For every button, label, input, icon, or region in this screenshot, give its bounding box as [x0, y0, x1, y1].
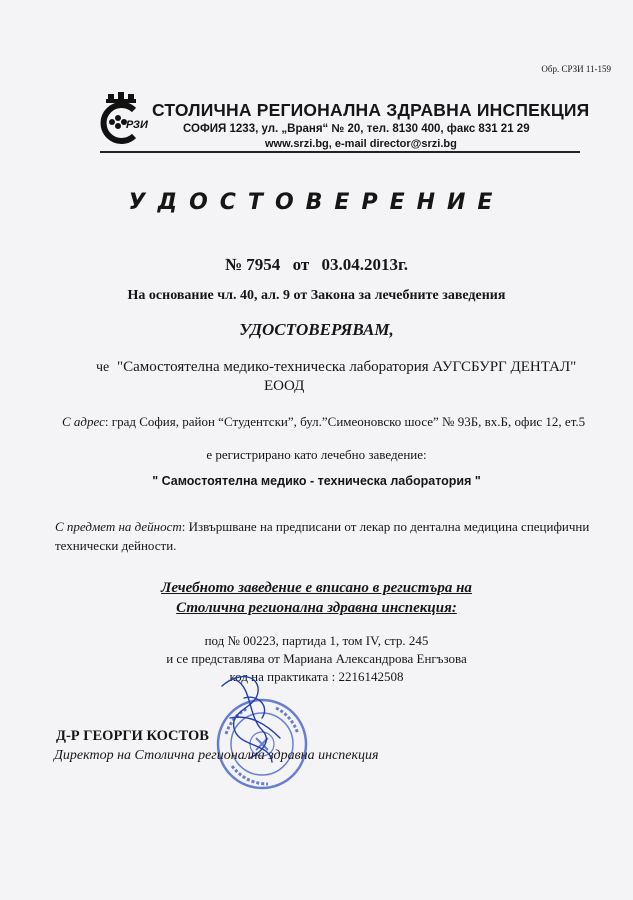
- from-word: от: [292, 255, 310, 274]
- subject-label: С предмет на дейност: [55, 519, 182, 534]
- registered-as: е регистрирано като лечебно заведение:: [206, 447, 427, 462]
- org-address: СОФИЯ 1233, ул. „Враня“ № 20, тел. 8130 400, факс 831 21 29: [183, 123, 530, 135]
- certify-heading: УДОСТОВЕРЯВАМ,: [239, 320, 394, 339]
- form-code: Обр. СРЗИ 11-159: [541, 64, 611, 74]
- register-statement-line2: Столична регионална здравна инспекция:: [176, 600, 457, 616]
- legal-basis: На основание чл. 40, ал. 9 от Закона за лечебните заведения: [127, 288, 506, 303]
- certificate-date: 03.04.2013г.: [321, 255, 409, 274]
- lab-legal-form: ЕООД: [264, 378, 305, 394]
- rzi-logo-icon: [94, 92, 148, 144]
- address-label: С адрес: [62, 414, 105, 429]
- lab-type: " Самостоятелна медико - техническа лаборатория ": [152, 474, 481, 488]
- certificate-number: № 7954: [224, 255, 281, 274]
- number-date-line: [0, 255, 633, 275]
- logo-text: РЗИ: [126, 119, 148, 131]
- address-line: [62, 414, 585, 430]
- lab-name: "Самостоятелна медико-техническа лаборатория АУГСБУРГ ДЕНТАЛ": [117, 359, 577, 375]
- document-title: УДОСТОВЕРЕНИЕ: [128, 190, 505, 215]
- header-divider: [100, 151, 580, 153]
- register-statement-line1: Лечебното заведение е вписано в регистъра на: [161, 580, 472, 596]
- that-word: че: [96, 360, 110, 375]
- org-contacts: www.srzi.bg, e-mail director@srzi.bg: [265, 138, 457, 150]
- subject-of-activity: [55, 517, 595, 555]
- signer-title: Директор на Столична регионална здравна инспекция: [54, 748, 379, 763]
- org-name: СТОЛИЧНА РЕГИОНАЛНА ЗДРАВНА ИНСПЕКЦИЯ: [152, 100, 590, 120]
- signer-name: Д-Р ГЕОРГИ КОСТОВ: [56, 728, 209, 744]
- registration-number: под № 00223, партида 1, том IV, стр. 245: [204, 633, 429, 648]
- address-value: : град София, район “Студентски”, бул.”Симеоновско шосе” № 93Б, вх.Б, офис 12, ет.5: [104, 414, 586, 429]
- subject-value: : Извършване на предписани от лекар по дентална медицина специфични технически дейности.: [55, 519, 590, 553]
- representative: и се представлява от Мариана Александрова Енгъзова: [166, 651, 467, 666]
- practice-code: код на практиката : 2216142508: [229, 669, 404, 684]
